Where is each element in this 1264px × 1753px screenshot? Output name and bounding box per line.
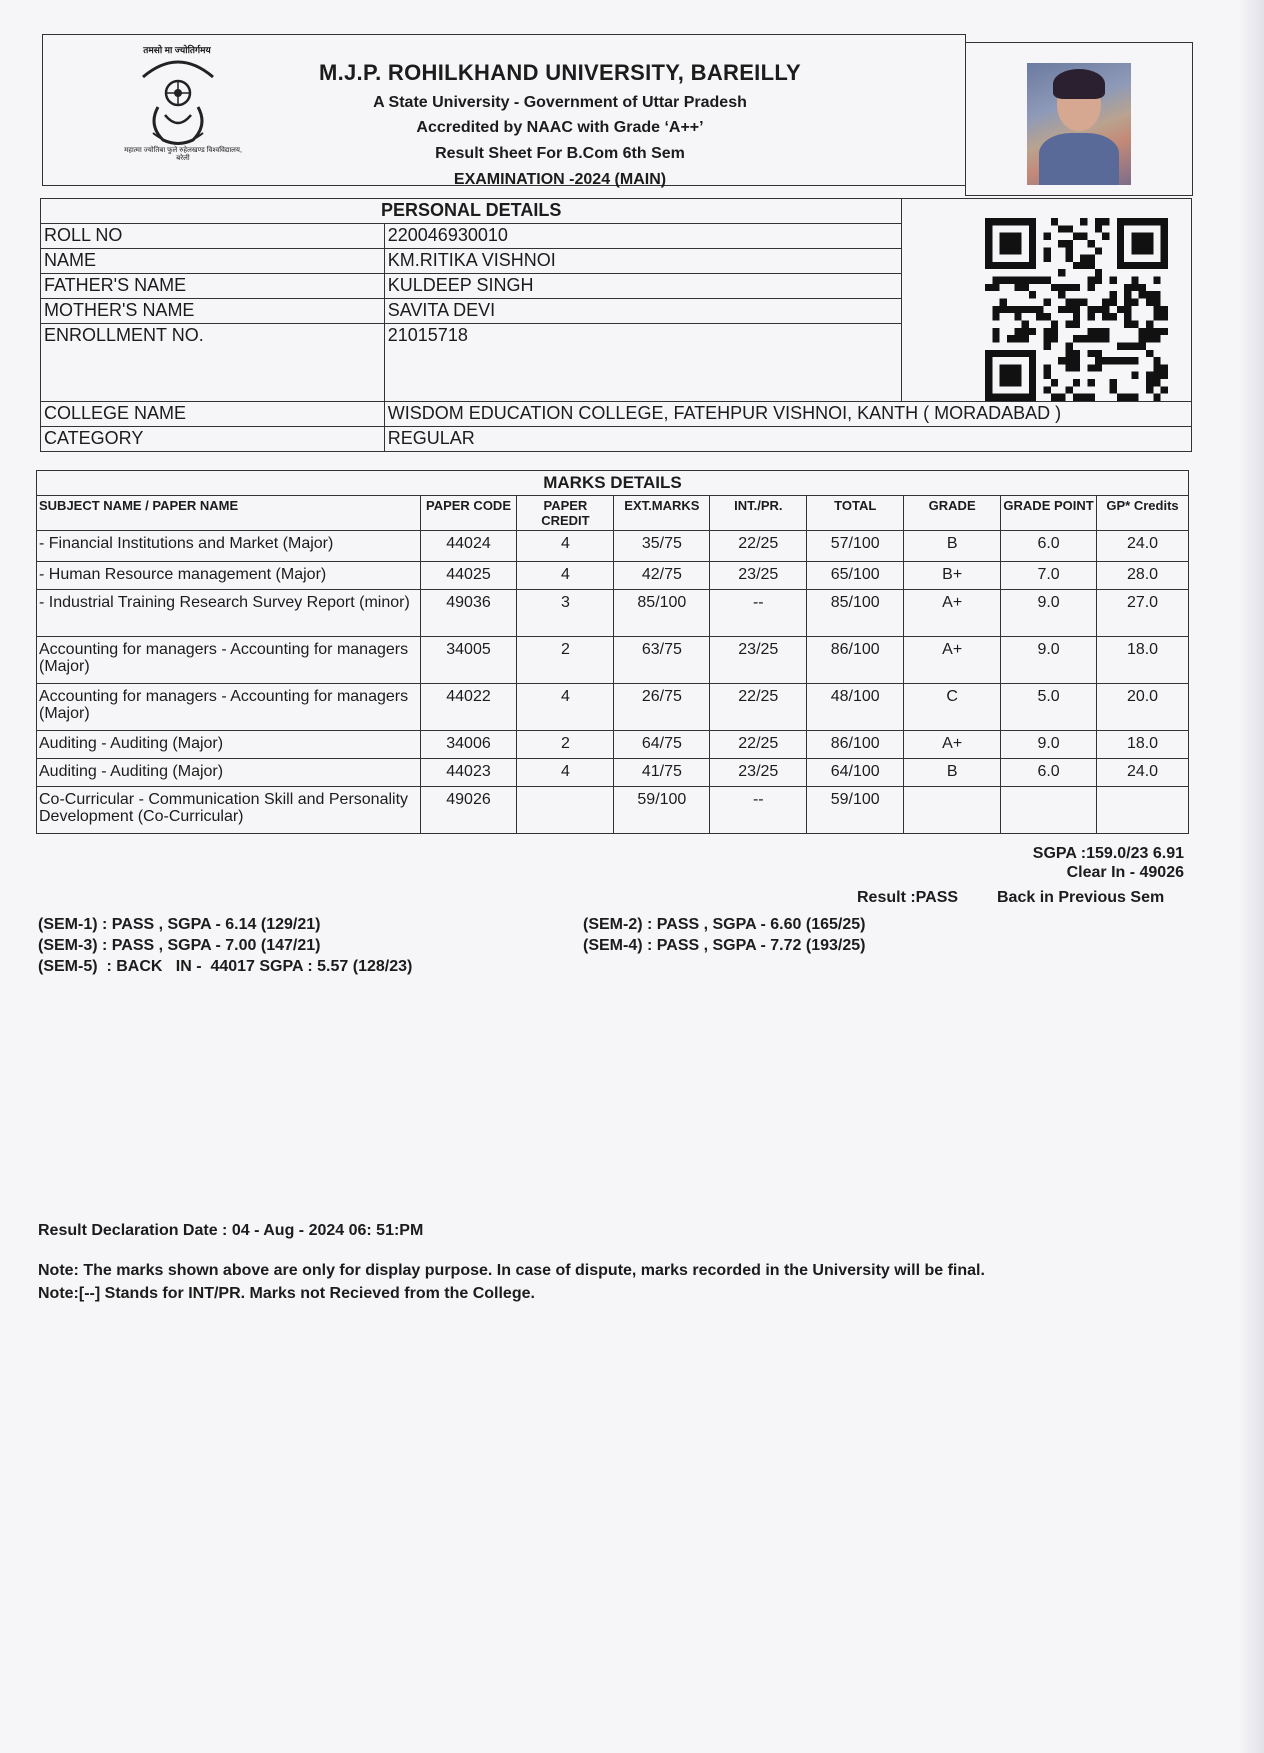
pd-label: CATEGORY [41,427,385,452]
sem-1-result: (SEM-1) : PASS , SGPA - 6.14 (129/21) [38,916,321,933]
cell-grade: B [904,759,1001,787]
clear-in-text: Clear In - 49026 [1066,864,1184,881]
cell-paper-code: 44025 [420,562,517,590]
cell-ext-marks: 42/75 [614,562,710,590]
col-int-pr: INT./PR. [710,496,807,531]
cell-total: 65/100 [807,562,904,590]
cell-total: 86/100 [807,637,904,684]
header-line-2: Accredited by NAAC with Grade ‘A++’ [416,119,704,136]
pd-value: SAVITA DEVI [384,299,902,324]
cell-gp-credits [1097,787,1189,834]
cell-grade-point: 9.0 [1001,637,1097,684]
result-status: Result :PASS [857,889,959,906]
pd-label: MOTHER'S NAME [41,299,385,324]
cell-ext-marks: 59/100 [614,787,710,834]
pd-row [41,427,1192,452]
pd-row [41,402,1192,427]
cell-int-pr: 23/25 [710,562,807,590]
student-photo [1027,63,1131,185]
cell-paper-code: 49036 [420,590,517,637]
back-in-previous-sem: Back in Previous Sem [997,889,1165,906]
cell-subject: Accounting for managers - Accounting for managers (Major) [37,637,421,684]
cell-paper-code: 44022 [420,684,517,731]
cell-int-pr: 22/25 [710,531,807,562]
cell-int-pr: 22/25 [710,684,807,731]
cell-grade: A+ [904,590,1001,637]
cell-paper-code: 34006 [420,731,517,759]
cell-paper-code: 44023 [420,759,517,787]
header-line-3: Result Sheet For B.Com 6th Sem [435,145,685,162]
sem-2-result: (SEM-2) : PASS , SGPA - 6.60 (165/25) [583,916,866,933]
photo-box [965,42,1193,196]
marks-row [37,637,1189,684]
col-paper-credit: PAPER CREDIT [517,496,614,531]
marks-row [37,590,1189,637]
cell-paper-code: 44024 [420,531,517,562]
cell-grade: C [904,684,1001,731]
cell-gp-credits: 28.0 [1097,562,1189,590]
cell-subject: - Industrial Training Research Survey Report (minor) [37,590,421,637]
cell-ext-marks: 64/75 [614,731,710,759]
cell-paper-code: 49026 [420,787,517,834]
cell-gp-credits: 18.0 [1097,731,1189,759]
cell-total: 86/100 [807,731,904,759]
sem-4-result: (SEM-4) : PASS , SGPA - 7.72 (193/25) [583,937,866,954]
sem-5-result: (SEM-5) : BACK IN - 44017 SGPA : 5.57 (128/23) [38,958,413,975]
cell-int-pr: 22/25 [710,731,807,759]
cell-total: 85/100 [807,590,904,637]
cell-grade-point: 6.0 [1001,531,1097,562]
cell-gp-credits: 27.0 [1097,590,1189,637]
cell-subject: Auditing - Auditing (Major) [37,759,421,787]
pd-label: COLLEGE NAME [41,402,385,427]
cell-ext-marks: 26/75 [614,684,710,731]
cell-gp-credits: 18.0 [1097,637,1189,684]
cell-int-pr: -- [710,590,807,637]
col-paper-code: PAPER CODE [420,496,517,531]
cell-paper-credit: 2 [517,731,614,759]
col-total: TOTAL [807,496,904,531]
cell-grade: B+ [904,562,1001,590]
note-int-pr: Note:[--] Stands for INT/PR. Marks not Recieved from the College. [38,1285,535,1302]
cell-paper-credit: 2 [517,637,614,684]
result-declaration-date: Result Declaration Date : 04 - Aug - 2024 06: 51:PM [38,1222,424,1239]
cell-int-pr: -- [710,787,807,834]
cell-grade: A+ [904,637,1001,684]
marks-row [37,731,1189,759]
university-name: M.J.P. ROHILKHAND UNIVERSITY, BAREILLY [318,60,802,85]
cell-ext-marks: 41/75 [614,759,710,787]
cell-grade [904,787,1001,834]
cell-paper-code: 34005 [420,637,517,684]
cell-gp-credits: 20.0 [1097,684,1189,731]
pd-label: FATHER'S NAME [41,274,385,299]
cell-ext-marks: 85/100 [614,590,710,637]
col-subject: SUBJECT NAME / PAPER NAME [37,496,421,531]
cell-grade: B [904,531,1001,562]
pd-value: 220046930010 [384,224,902,249]
header-line-1: A State University - Government of Uttar Pradesh [373,94,747,111]
pd-value: REGULAR [384,427,1191,452]
marks-row [37,787,1189,834]
col-grade: GRADE [904,496,1001,531]
sgpa-text: SGPA :159.0/23 6.91 [1032,845,1184,862]
cell-grade-point: 9.0 [1001,590,1097,637]
col-gp-credits: GP* Credits [1097,496,1189,531]
cell-gp-credits: 24.0 [1097,531,1189,562]
cell-paper-credit: 4 [517,531,614,562]
marks-details-heading: MARKS DETAILS [36,470,1189,496]
cell-paper-credit [517,787,614,834]
cell-subject: Auditing - Auditing (Major) [37,731,421,759]
cell-ext-marks: 63/75 [614,637,710,684]
pd-label: ROLL NO [41,224,385,249]
marks-table [36,495,1189,834]
logo-motto: तमसो मा ज्योतिर्गमय [143,45,211,55]
logo-caption: महात्मा ज्योतिबा फुले रुहेलखण्ड विश्वविद्यालय, बरेली [124,147,242,162]
cell-grade-point [1001,787,1097,834]
pd-label: ENROLLMENT NO. [41,324,385,402]
marks-row [37,562,1189,590]
personal-details-heading: PERSONAL DETAILS [41,199,902,224]
cell-grade-point: 7.0 [1001,562,1097,590]
cell-paper-credit: 3 [517,590,614,637]
cell-subject: Accounting for managers - Accounting for managers (Major) [37,684,421,731]
cell-total: 59/100 [807,787,904,834]
header-line-4: EXAMINATION -2024 (MAIN) [453,171,667,188]
sem-3-result: (SEM-3) : PASS , SGPA - 7.00 (147/21) [38,937,321,954]
cell-subject: Co-Curricular - Communication Skill and Personality Development (Co-Curricular) [37,787,421,834]
cell-paper-credit: 4 [517,759,614,787]
qr-code [985,218,1168,401]
marks-row [37,759,1189,787]
pd-value: WISDOM EDUCATION COLLEGE, FATEHPUR VISHNOI, KANTH ( MORADABAD ) [384,402,1191,427]
cell-total: 57/100 [807,531,904,562]
col-ext-marks: EXT.MARKS [614,496,710,531]
cell-int-pr: 23/25 [710,759,807,787]
cell-total: 64/100 [807,759,904,787]
cell-grade-point: 9.0 [1001,731,1097,759]
col-grade-point: GRADE POINT [1001,496,1097,531]
cell-subject: - Financial Institutions and Market (Major) [37,531,421,562]
cell-ext-marks: 35/75 [614,531,710,562]
cell-grade-point: 5.0 [1001,684,1097,731]
pd-label: NAME [41,249,385,274]
pd-value: 21015718 [384,324,902,402]
cell-total: 48/100 [807,684,904,731]
note-display-purpose: Note: The marks shown above are only for display purpose. In case of dispute, marks recorded in the University will be final. [38,1262,985,1279]
marks-row [37,684,1189,731]
marks-row [37,531,1189,562]
page-edge-shadow [1238,0,1264,1753]
cell-int-pr: 23/25 [710,637,807,684]
pd-value: KULDEEP SINGH [384,274,902,299]
cell-paper-credit: 4 [517,684,614,731]
cell-grade: A+ [904,731,1001,759]
cell-paper-credit: 4 [517,562,614,590]
marks-header-row [37,496,1189,531]
cell-subject: - Human Resource management (Major) [37,562,421,590]
pd-value: KM.RITIKA VISHNOI [384,249,902,274]
cell-gp-credits: 24.0 [1097,759,1189,787]
cell-grade-point: 6.0 [1001,759,1097,787]
